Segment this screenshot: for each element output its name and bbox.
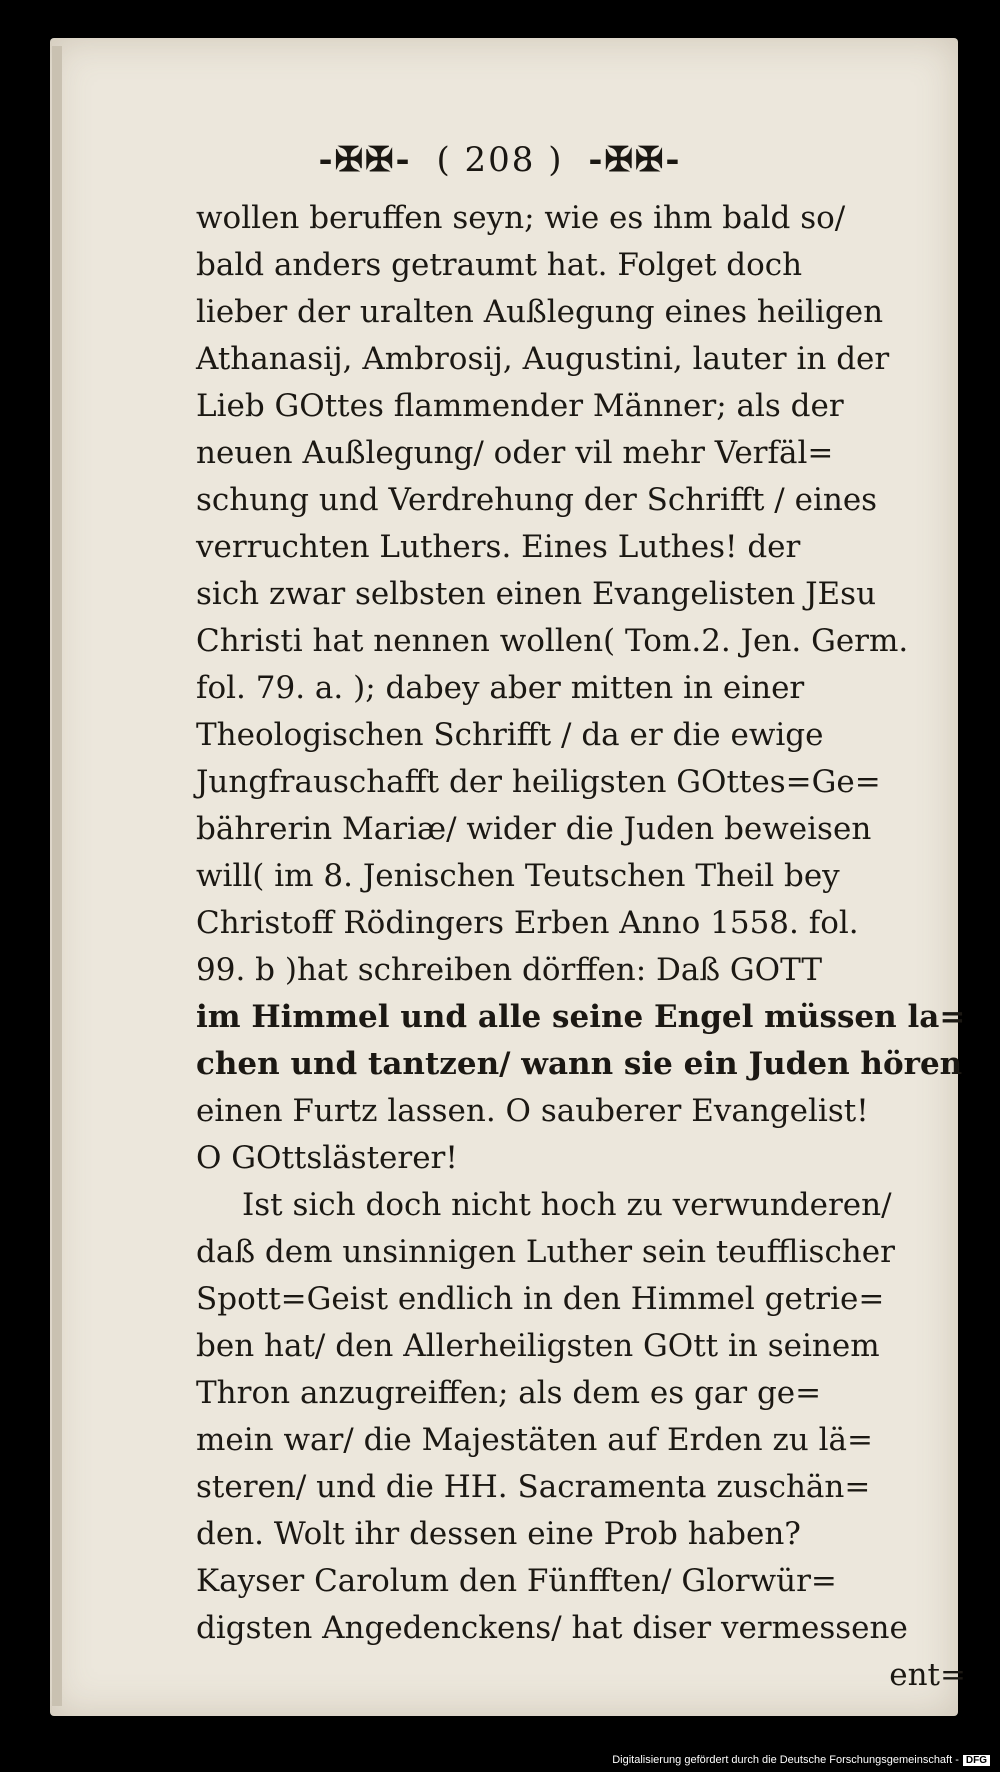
text-line: digsten Angedenckens/ hat diser vermessene (196, 1610, 908, 1646)
text-line: mein war/ die Majestäten auf Erden zu lä= (196, 1422, 873, 1458)
footer-text: Digitalisierung gefördert durch die Deutsche Forschungsgemeinschaft - (612, 1754, 959, 1766)
page-header (0, 140, 1000, 180)
text-line: Ist sich doch nicht hoch zu verwunderen/ (242, 1187, 892, 1223)
text-line: daß dem unsinnigen Luther sein teufflischer (196, 1234, 895, 1270)
ornament-left: -✠✠- (318, 140, 412, 180)
text-line: Christi hat nennen wollen( Tom.2. Jen. Germ. (196, 623, 909, 659)
text-line: ben hat/ den Allerheiligsten GOtt in seinem (196, 1328, 880, 1364)
body-text (196, 195, 966, 1699)
text-line: Lieb GOttes flammender Männer; als der (196, 388, 844, 424)
text-line: fol. 79. a. ); dabey aber mitten in einer (196, 670, 805, 706)
text-line: Kayser Carolum den Fünfften/ Glorwür= (196, 1563, 837, 1599)
text-line: wollen beruffen seyn; wie es ihm bald so/ (196, 200, 846, 236)
text-line: bährerin Mariæ/ wider die Juden beweisen (196, 811, 872, 847)
ornament-right: -✠✠- (588, 140, 682, 180)
catchword: ent= (889, 1657, 966, 1693)
text-line: bald anders getraumt hat. Folget doch (196, 247, 803, 283)
page-edge (52, 46, 62, 1706)
text-line: verruchten Luthers. Eines Luthes! der (196, 529, 801, 565)
text-line: Theologischen Schrifft / da er die ewige (196, 717, 824, 753)
text-line: Thron anzugreiffen; als dem es gar ge= (196, 1375, 822, 1411)
text-line: einen Furtz lassen. O sauberer Evangelist! (196, 1093, 869, 1129)
text-line: den. Wolt ihr dessen eine Prob haben? (196, 1516, 801, 1552)
text-line: O GOttslästerer! (196, 1140, 458, 1176)
page-number: ( 208 ) (436, 140, 564, 180)
text-line: sich zwar selbsten einen Evangelisten JEsu (196, 576, 877, 612)
text-line: im Himmel und alle seine Engel müssen la= (196, 999, 966, 1035)
text-line: Spott=Geist endlich in den Himmel getrie= (196, 1281, 885, 1317)
text-line: schung und Verdrehung der Schrifft / eines (196, 482, 878, 518)
text-line: chen und tantzen/ wann sie ein Juden hören (196, 1046, 963, 1082)
text-line: steren/ und die HH. Sacramenta zuschän= (196, 1469, 871, 1505)
footer-credit (612, 1754, 990, 1766)
text-line: Athanasij, Ambrosij, Augustini, lauter in der (196, 341, 890, 377)
dfg-logo: DFG (963, 1755, 990, 1766)
text-line: will( im 8. Jenischen Teutschen Theil bey (196, 858, 840, 894)
text-line: Christoff Rödingers Erben Anno 1558. fol. (196, 905, 859, 941)
text-line: 99. b )hat schreiben dörffen: Daß GOTT (196, 952, 822, 988)
text-line: neuen Außlegung/ oder vil mehr Verfäl= (196, 435, 834, 471)
text-line: Jungfrauschafft der heiligsten GOttes=Ge= (196, 764, 881, 800)
text-line: lieber der uralten Außlegung eines heiligen (196, 294, 884, 330)
